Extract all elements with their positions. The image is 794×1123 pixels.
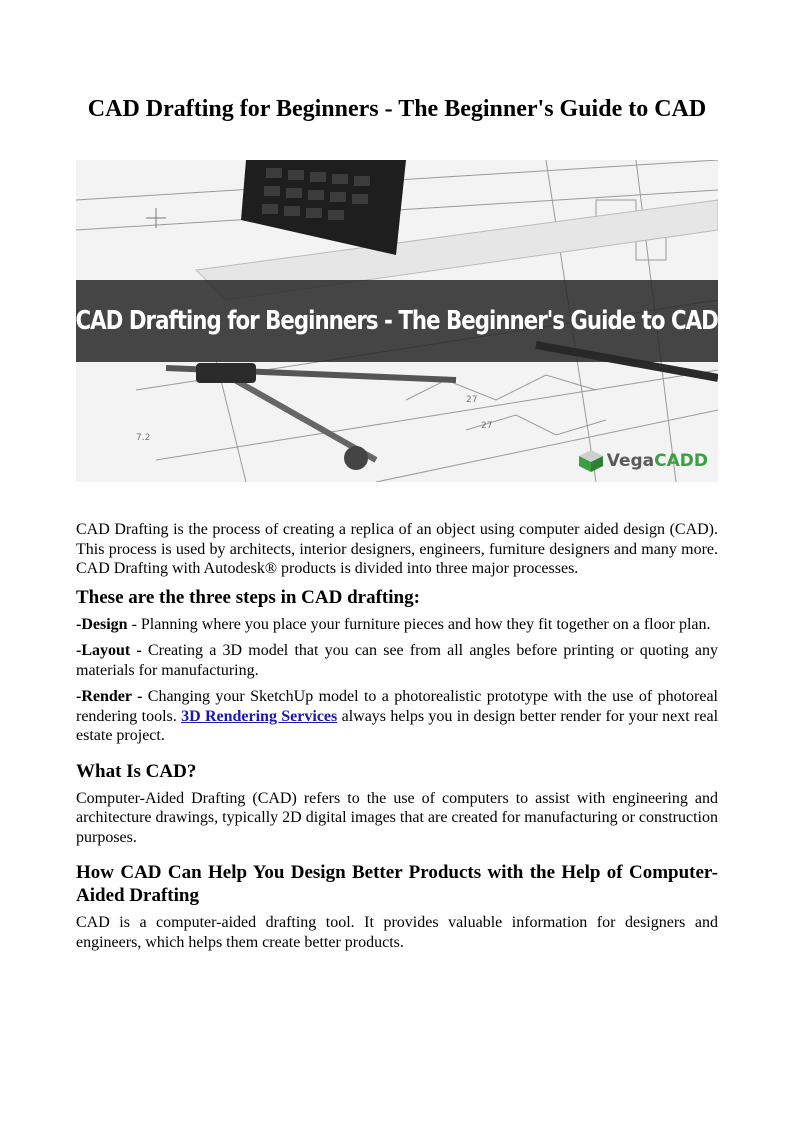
svg-text:7.2: 7.2 bbox=[136, 433, 151, 443]
what-paragraph: Computer-Aided Drafting (CAD) refers to the use of computers to assist with engineering and architecture drawings, typically 2D digital images that are created for manufacturing or construction purposes. bbox=[76, 789, 718, 846]
hero-banner bbox=[76, 280, 718, 362]
hero-image bbox=[76, 160, 718, 482]
vegacadd-logo bbox=[579, 450, 708, 472]
cube-logo-icon bbox=[579, 450, 603, 472]
how-heading: How CAD Can Help You Design Better Products with the Help of Computer-Aided Drafting bbox=[76, 862, 718, 906]
page-title: CAD Drafting for Beginners - The Beginner's Guide to CAD bbox=[87, 96, 707, 122]
article-body bbox=[76, 520, 718, 959]
step-text: Creating a 3D model that you can see from all angles before printing or quoting any materials for manufacturing. bbox=[76, 642, 718, 679]
step-label: -Design bbox=[76, 615, 128, 633]
brand-vega: Vega bbox=[606, 451, 655, 471]
hero-banner-text: CAD Drafting for Beginners - The Beginner's Guide to CAD bbox=[76, 306, 718, 336]
rendering-services-link[interactable]: 3D Rendering Services bbox=[181, 707, 338, 725]
what-heading: What Is CAD? bbox=[76, 760, 197, 782]
step-render bbox=[76, 687, 718, 746]
how-paragraph: CAD is a computer-aided drafting tool. It provides valuable information for designers and engineers, which helps them create better products. bbox=[76, 914, 718, 951]
intro-paragraph: CAD Drafting is the process of creating a replica of an object using computer aided design (CAD). This process is used by architects, interior designers, engineers, furniture designers and many more. CAD Drafting with Autodesk® products is divided into three major processes. bbox=[76, 521, 718, 577]
svg-text:27: 27 bbox=[466, 395, 478, 405]
step-label: -Layout - bbox=[76, 642, 142, 659]
step-text: Changing your SketchUp model to a photorealistic prototype with the use of photoreal rendering tools. bbox=[76, 688, 718, 725]
brand-cadd: CADD bbox=[654, 451, 708, 471]
steps-heading: These are the three steps in CAD drafting: bbox=[76, 586, 420, 608]
svg-text:27: 27 bbox=[481, 421, 493, 431]
step-layout bbox=[76, 641, 718, 680]
step-label: -Render - bbox=[76, 688, 143, 705]
step-text: always helps you in design better render for your next real estate project. bbox=[76, 707, 719, 744]
step-design bbox=[76, 615, 718, 635]
step-text: - Planning where you place your furniture pieces and how they fit together on a floor plan. bbox=[127, 615, 711, 633]
